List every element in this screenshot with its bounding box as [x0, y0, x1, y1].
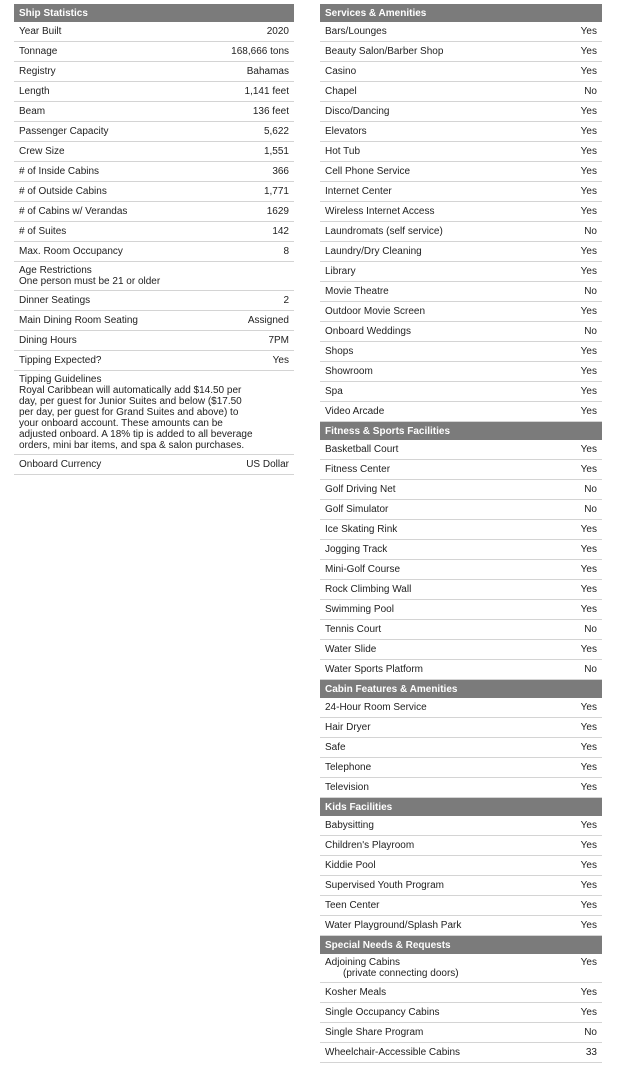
fitness-item-row: [320, 640, 602, 660]
fitness-item-row: [320, 480, 602, 500]
tipping-guidelines-line: orders, mini bar items, and spa & salon purchases.: [19, 440, 245, 451]
services-item-label: Onboard Weddings: [320, 322, 559, 342]
onboard-currency-value: US Dollar: [197, 455, 294, 475]
services-item-value: No: [559, 222, 602, 242]
fitness-header: Fitness & Sports Facilities: [320, 422, 602, 441]
stat-value: Assigned: [197, 311, 294, 331]
special-needs-item-label: Wheelchair-Accessible Cabins: [320, 1043, 559, 1063]
amenities-table: [320, 4, 602, 1063]
cabin-item-row: [320, 778, 602, 798]
services-item-value: No: [559, 82, 602, 102]
special-needs-item-value: 33: [559, 1043, 602, 1063]
special-needs-item-label: Kosher Meals: [320, 983, 559, 1003]
kids-item-label: Supervised Youth Program: [320, 876, 559, 896]
cabin-item-label: Safe: [320, 738, 559, 758]
services-item-row: [320, 162, 602, 182]
stat-value: 366: [197, 162, 294, 182]
stat-label: Tonnage: [14, 42, 197, 62]
services-item-row: [320, 382, 602, 402]
cabin-item-value: Yes: [559, 698, 602, 718]
services-item-value: Yes: [559, 182, 602, 202]
fitness-item-label: Mini-Golf Course: [320, 560, 559, 580]
stat-row: [14, 311, 294, 331]
kids-item-label: Children's Playroom: [320, 836, 559, 856]
special-needs-header: Special Needs & Requests: [320, 936, 602, 955]
stat-value: 1,141 feet: [197, 82, 294, 102]
cabin-item-row: [320, 698, 602, 718]
services-item-label: Hot Tub: [320, 142, 559, 162]
fitness-item-label: Golf Simulator: [320, 500, 559, 520]
stat-label: # of Cabins w/ Verandas: [14, 202, 197, 222]
services-item-label: Laundry/Dry Cleaning: [320, 242, 559, 262]
stat-label: Year Built: [14, 22, 197, 42]
cabin-header-row: [320, 680, 602, 699]
cabin-item-label: 24-Hour Room Service: [320, 698, 559, 718]
services-item-value: Yes: [559, 382, 602, 402]
cabin-item-label: Hair Dryer: [320, 718, 559, 738]
fitness-header-row: [320, 422, 602, 441]
stat-label: Dining Hours: [14, 331, 197, 351]
special-needs-item-label: Single Occupancy Cabins: [320, 1003, 559, 1023]
fitness-item-label: Water Sports Platform: [320, 660, 559, 680]
fitness-item-value: Yes: [559, 560, 602, 580]
special-needs-item-value: Yes: [559, 983, 602, 1003]
services-item-row: [320, 122, 602, 142]
services-item-label: Disco/Dancing: [320, 102, 559, 122]
kids-item-row: [320, 856, 602, 876]
kids-item-row: [320, 816, 602, 836]
age-restrictions-label: Age Restrictions: [19, 265, 92, 276]
fitness-item-value: Yes: [559, 640, 602, 660]
stat-row: [14, 122, 294, 142]
tipping-guidelines-line: your onboard account. These amounts can be: [19, 418, 223, 429]
tipping-guidelines-line: adjusted onboard. A 18% tip is added to all beverage: [19, 429, 253, 440]
stat-row: [14, 102, 294, 122]
adjoining-cabins-sub: (private connecting doors): [343, 968, 459, 979]
tipping-guidelines-line: day, per guest for Junior Suites and below ($17.50: [19, 396, 242, 407]
services-item-row: [320, 222, 602, 242]
services-item-value: Yes: [559, 62, 602, 82]
kids-item-value: Yes: [559, 816, 602, 836]
kids-item-label: Teen Center: [320, 896, 559, 916]
stat-row: [14, 142, 294, 162]
services-item-value: Yes: [559, 122, 602, 142]
kids-item-label: Water Playground/Splash Park: [320, 916, 559, 936]
stat-row: [14, 182, 294, 202]
fitness-item-label: Fitness Center: [320, 460, 559, 480]
left-column: [14, 4, 294, 475]
services-item-row: [320, 242, 602, 262]
services-item-value: Yes: [559, 142, 602, 162]
services-item-value: Yes: [559, 102, 602, 122]
tipping-guidelines-line: Royal Caribbean will automatically add $14.50 per: [19, 385, 242, 396]
services-item-row: [320, 342, 602, 362]
fitness-item-label: Ice Skating Rink: [320, 520, 559, 540]
special-needs-item-row: [320, 983, 602, 1003]
services-item-row: [320, 362, 602, 382]
services-item-row: [320, 102, 602, 122]
stat-label: Dinner Seatings: [14, 291, 197, 311]
services-item-label: Laundromats (self service): [320, 222, 559, 242]
cabin-item-value: Yes: [559, 738, 602, 758]
fitness-item-value: No: [559, 620, 602, 640]
special-needs-item-row: [320, 1043, 602, 1063]
right-column: [320, 4, 602, 1063]
services-item-value: No: [559, 322, 602, 342]
services-item-row: [320, 62, 602, 82]
stat-value: 1,771: [197, 182, 294, 202]
services-item-value: Yes: [559, 402, 602, 422]
stat-label: # of Suites: [14, 222, 197, 242]
stat-row: [14, 22, 294, 42]
amenities-body: [320, 4, 602, 1063]
services-item-value: Yes: [559, 302, 602, 322]
fitness-item-label: Water Slide: [320, 640, 559, 660]
fitness-item-row: [320, 460, 602, 480]
onboard-currency-row: [14, 455, 294, 475]
kids-item-label: Kiddie Pool: [320, 856, 559, 876]
fitness-item-label: Jogging Track: [320, 540, 559, 560]
special-needs-item-value: No: [559, 1023, 602, 1043]
kids-item-value: Yes: [559, 916, 602, 936]
kids-item-value: Yes: [559, 836, 602, 856]
fitness-item-row: [320, 600, 602, 620]
kids-item-row: [320, 916, 602, 936]
services-item-value: Yes: [559, 202, 602, 222]
fitness-item-value: Yes: [559, 520, 602, 540]
services-header: Services & Amenities: [320, 4, 602, 22]
fitness-item-value: No: [559, 500, 602, 520]
stat-row: [14, 162, 294, 182]
services-item-label: Beauty Salon/Barber Shop: [320, 42, 559, 62]
services-item-row: [320, 322, 602, 342]
fitness-item-label: Rock Climbing Wall: [320, 580, 559, 600]
stat-value: 168,666 tons: [197, 42, 294, 62]
special-needs-item-row: [320, 1023, 602, 1043]
stat-value: 1,551: [197, 142, 294, 162]
services-item-row: [320, 22, 602, 42]
cabin-item-value: Yes: [559, 758, 602, 778]
fitness-item-row: [320, 560, 602, 580]
kids-item-row: [320, 876, 602, 896]
fitness-item-row: [320, 500, 602, 520]
services-item-row: [320, 202, 602, 222]
fitness-item-value: Yes: [559, 440, 602, 460]
stat-row: [14, 331, 294, 351]
kids-header: Kids Facilities: [320, 798, 602, 817]
ship-statistics-header: Ship Statistics: [14, 4, 294, 22]
ship-statistics-body: [14, 22, 294, 475]
services-item-value: Yes: [559, 262, 602, 282]
fitness-item-row: [320, 540, 602, 560]
services-item-value: Yes: [559, 22, 602, 42]
fitness-item-value: Yes: [559, 540, 602, 560]
stat-label: Length: [14, 82, 197, 102]
stat-value: 2: [197, 291, 294, 311]
services-item-label: Cell Phone Service: [320, 162, 559, 182]
fitness-item-value: Yes: [559, 600, 602, 620]
services-item-label: Library: [320, 262, 559, 282]
services-item-value: Yes: [559, 42, 602, 62]
fitness-item-value: No: [559, 480, 602, 500]
services-item-label: Shops: [320, 342, 559, 362]
stat-label: Max. Room Occupancy: [14, 242, 197, 262]
stat-row: [14, 62, 294, 82]
stat-row: [14, 351, 294, 371]
services-item-label: Spa: [320, 382, 559, 402]
services-header-row: [320, 4, 602, 22]
stat-label: Registry: [14, 62, 197, 82]
fitness-item-label: Basketball Court: [320, 440, 559, 460]
stat-row: [14, 42, 294, 62]
services-item-label: Internet Center: [320, 182, 559, 202]
stat-value: 7PM: [197, 331, 294, 351]
fitness-item-label: Golf Driving Net: [320, 480, 559, 500]
fitness-item-value: No: [559, 660, 602, 680]
stat-label: Beam: [14, 102, 197, 122]
kids-header-row: [320, 798, 602, 817]
stat-value: 142: [197, 222, 294, 242]
adjoining-cabins-cell: [320, 954, 559, 983]
tipping-guidelines-line: per day, per guest for Grand Suites and above) to: [19, 407, 239, 418]
services-item-row: [320, 42, 602, 62]
services-item-label: Bars/Lounges: [320, 22, 559, 42]
services-item-value: Yes: [559, 342, 602, 362]
stat-value: Bahamas: [197, 62, 294, 82]
services-item-value: Yes: [559, 362, 602, 382]
services-item-label: Casino: [320, 62, 559, 82]
kids-item-value: Yes: [559, 876, 602, 896]
cabin-item-value: Yes: [559, 718, 602, 738]
kids-item-label: Babysitting: [320, 816, 559, 836]
cabin-item-value: Yes: [559, 778, 602, 798]
adjoining-cabins-row: [320, 954, 602, 983]
stat-value: 1629: [197, 202, 294, 222]
cabin-header: Cabin Features & Amenities: [320, 680, 602, 699]
services-item-value: Yes: [559, 162, 602, 182]
cabin-item-row: [320, 718, 602, 738]
stat-row: [14, 242, 294, 262]
kids-item-row: [320, 896, 602, 916]
special-needs-item-label: Single Share Program: [320, 1023, 559, 1043]
services-item-row: [320, 262, 602, 282]
services-item-row: [320, 182, 602, 202]
stat-value: 8: [197, 242, 294, 262]
fitness-item-row: [320, 440, 602, 460]
services-item-value: No: [559, 282, 602, 302]
stat-label: # of Outside Cabins: [14, 182, 197, 202]
services-item-label: Elevators: [320, 122, 559, 142]
tipping-guidelines-cell: [14, 371, 294, 455]
age-restrictions-cell: [14, 262, 294, 291]
stat-label: # of Inside Cabins: [14, 162, 197, 182]
services-item-label: Movie Theatre: [320, 282, 559, 302]
services-item-row: [320, 142, 602, 162]
stat-row: [14, 222, 294, 242]
stat-value: Yes: [197, 351, 294, 371]
fitness-item-label: Tennis Court: [320, 620, 559, 640]
special-needs-header-row: [320, 936, 602, 955]
services-item-label: Video Arcade: [320, 402, 559, 422]
cabin-item-row: [320, 738, 602, 758]
services-item-label: Wireless Internet Access: [320, 202, 559, 222]
stat-row: [14, 291, 294, 311]
cabin-item-label: Telephone: [320, 758, 559, 778]
stat-label: Main Dining Room Seating: [14, 311, 197, 331]
age-restrictions-detail: One person must be 21 or older: [19, 276, 161, 287]
stat-value: 5,622: [197, 122, 294, 142]
services-item-label: Showroom: [320, 362, 559, 382]
kids-item-value: Yes: [559, 896, 602, 916]
services-item-row: [320, 82, 602, 102]
services-item-label: Chapel: [320, 82, 559, 102]
services-item-label: Outdoor Movie Screen: [320, 302, 559, 322]
stat-label: Tipping Expected?: [14, 351, 197, 371]
ship-statistics-table: [14, 4, 294, 475]
cabin-item-label: Television: [320, 778, 559, 798]
kids-item-row: [320, 836, 602, 856]
services-item-row: [320, 302, 602, 322]
cabin-item-row: [320, 758, 602, 778]
stat-row: [14, 202, 294, 222]
adjoining-cabins-value: Yes: [559, 954, 602, 983]
fitness-item-value: Yes: [559, 460, 602, 480]
fitness-item-label: Swimming Pool: [320, 600, 559, 620]
stat-row: [14, 82, 294, 102]
tipping-guidelines-label: Tipping Guidelines: [19, 374, 102, 385]
age-restrictions-row: [14, 262, 294, 291]
fitness-item-row: [320, 660, 602, 680]
stat-label: Passenger Capacity: [14, 122, 197, 142]
special-needs-item-value: Yes: [559, 1003, 602, 1023]
stat-value: 136 feet: [197, 102, 294, 122]
fitness-item-row: [320, 520, 602, 540]
services-item-value: Yes: [559, 242, 602, 262]
services-item-row: [320, 282, 602, 302]
special-needs-item-row: [320, 1003, 602, 1023]
fitness-item-value: Yes: [559, 580, 602, 600]
stat-value: 2020: [197, 22, 294, 42]
kids-item-value: Yes: [559, 856, 602, 876]
adjoining-cabins-label: Adjoining Cabins: [325, 957, 401, 968]
fitness-item-row: [320, 620, 602, 640]
stat-label: Crew Size: [14, 142, 197, 162]
fitness-item-row: [320, 580, 602, 600]
onboard-currency-label: Onboard Currency: [14, 455, 197, 475]
services-item-row: [320, 402, 602, 422]
tipping-guidelines-row: [14, 371, 294, 455]
